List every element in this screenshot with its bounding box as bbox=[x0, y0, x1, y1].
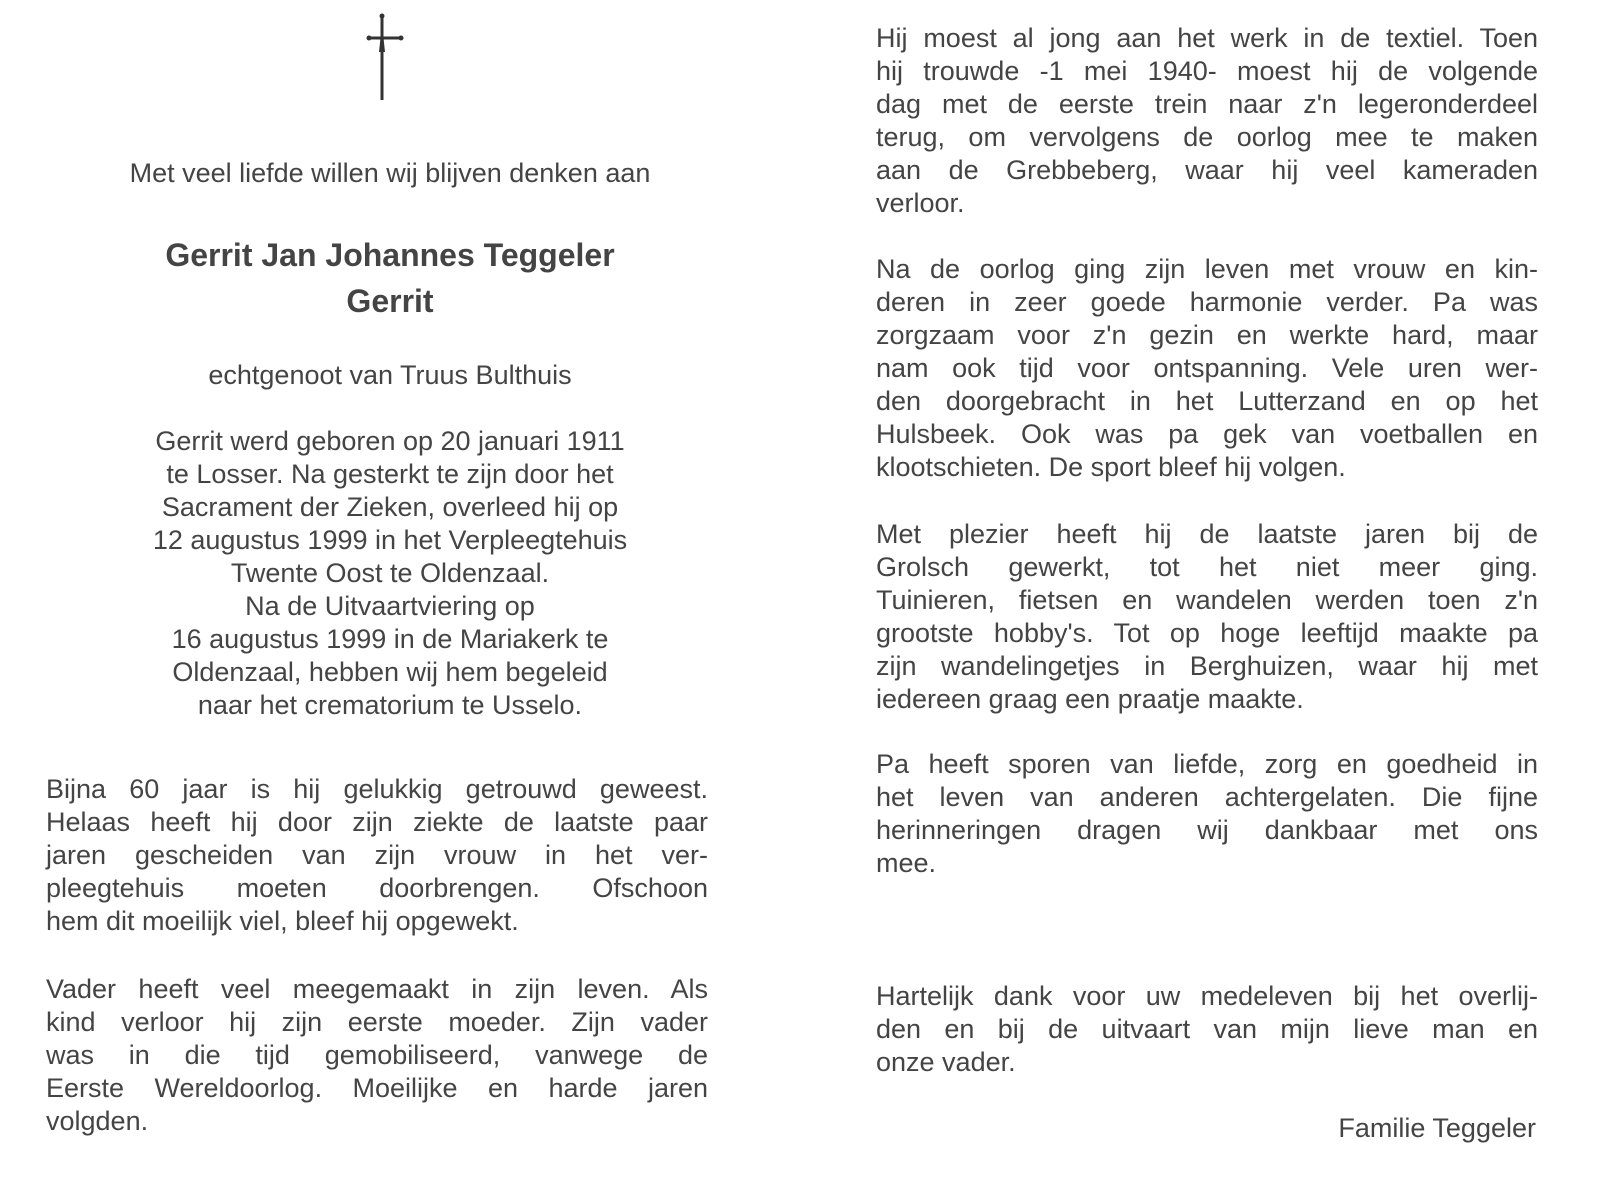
text-line: zijn wandelingetjes in Berghuizen, waar hij met bbox=[876, 651, 1538, 681]
text-line: dag met de eerste trein naar z'n legeronderdeel bbox=[876, 89, 1538, 119]
text-line: aan de Grebbeberg, waar hij veel kameraden bbox=[876, 155, 1538, 185]
text-line: Tuinieren, fietsen en wandelen werden toen z'n bbox=[876, 585, 1538, 615]
text-line: was in die tijd gemobiliseerd, vanwege de bbox=[46, 1040, 708, 1070]
bio-line: Gerrit werd geboren op 20 januari 1911 bbox=[155, 426, 625, 456]
bio-line: Na de Uitvaartviering op bbox=[245, 591, 535, 621]
bio-line: 12 augustus 1999 in het Verpleegtehuis bbox=[152, 525, 628, 555]
text-line: den en bij de uitvaart van mijn lieve man en bbox=[876, 1014, 1538, 1044]
text-line: mee. bbox=[876, 848, 937, 878]
bio-line: naar het crematorium te Usselo. bbox=[197, 690, 583, 720]
text-line: het leven van anderen achtergelaten. Die fijne bbox=[876, 782, 1538, 812]
text-line: herinneringen dragen wij dankbaar met ons bbox=[876, 815, 1538, 845]
deceased-name-block bbox=[40, 232, 740, 324]
text-line: pleegtehuis moeten doorbrengen. Ofschoon bbox=[46, 873, 708, 903]
text-line: terug, om vervolgens de oorlog mee te maken bbox=[876, 122, 1538, 152]
bio-line: Sacrament der Zieken, overleed hij op bbox=[161, 492, 619, 522]
paragraph-legacy bbox=[876, 748, 1538, 880]
family-signature: Familie Teggeler bbox=[1338, 1113, 1536, 1143]
text-line: Hulsbeek. Ook was pa gek van voetballen en bbox=[876, 419, 1538, 449]
text-line: jaren gescheiden van zijn vrouw in het ver- bbox=[46, 840, 708, 870]
text-line: Pa heeft sporen van liefde, zorg en goedheid in bbox=[876, 749, 1538, 779]
spouse-line: echtgenoot van Truus Bulthuis bbox=[208, 360, 572, 390]
intro-text: Met veel liefde willen wij blijven denken aan bbox=[129, 158, 651, 188]
text-line: Helaas heeft hij door zijn ziekte de laatste paar bbox=[46, 807, 708, 837]
called-name: Gerrit bbox=[346, 283, 434, 319]
bio-line: te Losser. Na gesterkt te zijn door het bbox=[166, 459, 614, 489]
text-line: Vader heeft veel meegemaakt in zijn leven. Als bbox=[46, 974, 708, 1004]
cross-icon bbox=[366, 12, 406, 104]
text-line: zorgzaam voor z'n gezin en werkte hard, maar bbox=[876, 320, 1538, 350]
text-line: Na de oorlog ging zijn leven met vrouw en kin- bbox=[876, 254, 1538, 284]
text-line: kind verloor hij zijn eerste moeder. Zijn vader bbox=[46, 1007, 708, 1037]
bio-line: Twente Oost te Oldenzaal. bbox=[230, 558, 550, 588]
paragraph-after-war bbox=[876, 253, 1538, 484]
bio-line: Oldenzaal, hebben wij hem begeleid bbox=[172, 657, 608, 687]
text-line: Hartelijk dank voor uw medeleven bij het overlij- bbox=[876, 981, 1538, 1011]
text-line: Bijna 60 jaar is hij gelukkig getrouwd geweest. bbox=[46, 774, 708, 804]
text-line: verloor. bbox=[876, 188, 965, 218]
text-line: Hij moest al jong aan het werk in de textiel. Toen bbox=[876, 23, 1538, 53]
text-line: grootste hobby's. Tot op hoge leeftijd maakte pa bbox=[876, 618, 1538, 648]
paragraph-marriage bbox=[46, 773, 708, 938]
biography-block bbox=[40, 425, 740, 722]
text-line: Eerste Wereldoorlog. Moeilijke en harde jaren bbox=[46, 1073, 708, 1103]
paragraph-war bbox=[876, 22, 1538, 220]
text-line: iedereen graag een praatje maakte. bbox=[876, 684, 1304, 714]
text-line: nam ook tijd voor ontspanning. Vele uren wer- bbox=[876, 353, 1538, 383]
text-line: Grolsch gewerkt, tot het niet meer ging. bbox=[876, 552, 1538, 582]
text-line: Met plezier heeft hij de laatste jaren bij de bbox=[876, 519, 1538, 549]
text-line: deren in zeer goede harmonie verder. Pa was bbox=[876, 287, 1538, 317]
full-name: Gerrit Jan Johannes Teggeler bbox=[165, 237, 615, 273]
paragraph-thanks bbox=[876, 980, 1538, 1079]
text-line: hem dit moeilijk viel, bleef hij opgewekt. bbox=[46, 906, 519, 936]
paragraph-childhood bbox=[46, 973, 708, 1138]
paragraph-hobbies bbox=[876, 518, 1538, 716]
text-line: den doorgebracht in het Lutterzand en op het bbox=[876, 386, 1538, 416]
text-line: volgden. bbox=[46, 1106, 149, 1136]
text-line: hij trouwde -1 mei 1940- moest hij de volgende bbox=[876, 56, 1538, 86]
text-line: klootschieten. De sport bleef hij volgen. bbox=[876, 452, 1346, 482]
bio-line: 16 augustus 1999 in de Mariakerk te bbox=[171, 624, 609, 654]
text-line: onze vader. bbox=[876, 1047, 1016, 1077]
